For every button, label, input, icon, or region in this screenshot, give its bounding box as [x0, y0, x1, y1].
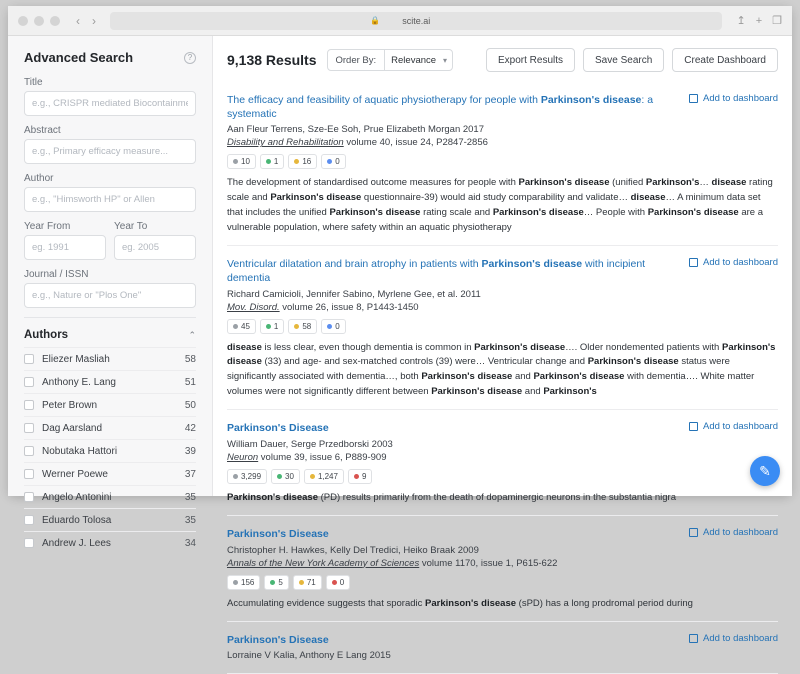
badge-count: 9	[361, 471, 367, 481]
badge-dot-icon	[332, 580, 337, 585]
result-journal-name[interactable]: Annals of the New York Academy of Sciences	[227, 557, 420, 569]
window-controls[interactable]	[18, 16, 60, 26]
citation-badge[interactable]	[321, 319, 345, 334]
add-to-dashboard-button[interactable]	[689, 421, 778, 432]
dashboard-icon	[689, 422, 698, 431]
badge-dot-icon	[233, 159, 238, 164]
order-by-control[interactable]	[327, 49, 454, 71]
journal-field-group	[24, 269, 196, 308]
author-count: 39	[184, 445, 196, 457]
author-facet-row[interactable]	[24, 531, 196, 554]
minimize-window-button[interactable]	[34, 16, 44, 26]
year-to-input[interactable]	[114, 235, 196, 260]
result-item	[227, 246, 778, 410]
author-name: Werner Poewe	[42, 468, 108, 480]
badge-count: 0	[335, 157, 340, 167]
citation-badge[interactable]	[304, 469, 344, 484]
results-toolbar	[213, 36, 792, 82]
page-content	[8, 36, 792, 662]
page-title: Advanced Search	[24, 50, 134, 65]
authors-facet-header[interactable]	[24, 317, 196, 347]
badge-count: 156	[241, 577, 255, 587]
add-to-dashboard-button[interactable]	[689, 633, 778, 644]
add-to-dashboard-button[interactable]	[689, 257, 778, 268]
badge-dot-icon	[327, 324, 332, 329]
tabs-icon[interactable]: ❐	[772, 15, 782, 27]
year-to-label: Year To	[114, 221, 148, 232]
save-search-button[interactable]: Save Search	[583, 48, 664, 72]
citation-badge[interactable]	[227, 575, 260, 590]
result-snippet: The development of standardised outcome measures for people with Parkinson's disease (unified Parkinson's… disease rating scale and Parkinson's disease questionnaire-39) would aid study comparability and validate… disease… A minimum data set that includes the unified Parkinson's disease rating scale and Parkinson's disease… People with Parkinson's disease are a vulnerable population, where safety within an aquatic physiotherapy	[227, 177, 773, 233]
author-facet-row[interactable]	[24, 370, 196, 393]
result-journal-name[interactable]: Mov. Disord.	[227, 301, 280, 313]
citation-badge[interactable]	[260, 154, 284, 169]
year-from-group	[24, 221, 106, 260]
badge-dot-icon	[294, 324, 299, 329]
help-icon[interactable]: ?	[184, 52, 196, 64]
title-field-group	[24, 77, 196, 116]
badge-dot-icon	[277, 474, 282, 479]
results-panel	[213, 36, 792, 662]
author-count: 34	[184, 537, 196, 549]
authors-facet-title: Authors	[24, 329, 69, 341]
author-facet-row[interactable]	[24, 508, 196, 531]
badge-count: 0	[339, 577, 345, 587]
citation-badges	[227, 469, 778, 484]
browser-chrome	[8, 6, 792, 36]
result-title-link[interactable]: Parkinson's Disease	[227, 634, 329, 647]
badge-dot-icon	[266, 324, 271, 329]
badge-dot-icon	[233, 324, 238, 329]
citation-badge[interactable]	[288, 154, 317, 169]
result-authors: Lorraine V Kalia, Anthony E Lang 2015	[227, 650, 391, 662]
dashboard-icon	[689, 634, 698, 643]
badge-count: 1,247	[317, 471, 338, 481]
address-bar[interactable]	[110, 12, 722, 30]
result-journal-volume: volume 26, issue 8, P1443-1450	[279, 301, 419, 313]
maximize-window-button[interactable]	[50, 16, 60, 26]
result-item	[227, 516, 778, 622]
author-count: 58	[184, 353, 196, 365]
result-journal-name[interactable]: Neuron	[227, 451, 259, 463]
result-title-link[interactable]: Parkinson's Disease	[227, 528, 329, 541]
result-journal[interactable]	[227, 558, 778, 569]
badge-count: 71	[306, 577, 316, 587]
citation-badge[interactable]	[264, 575, 288, 590]
title-field-label: Title	[24, 77, 43, 88]
badge-count: 10	[241, 157, 250, 167]
author-checkbox[interactable]	[24, 469, 34, 479]
abstract-field-group	[24, 125, 196, 164]
citation-badge[interactable]	[348, 469, 372, 484]
chrome-actions[interactable]	[736, 14, 782, 27]
share-icon[interactable]: ↥	[736, 15, 746, 27]
result-title-link[interactable]: Parkinson's Disease	[227, 422, 329, 435]
author-count: 35	[184, 491, 196, 503]
author-checkbox[interactable]	[24, 354, 34, 364]
badge-dot-icon	[266, 159, 271, 164]
author-facet-row[interactable]	[24, 416, 196, 439]
author-name: Andrew J. Lees	[42, 537, 111, 549]
chevron-up-icon[interactable]: ⌃	[188, 329, 196, 340]
author-facet-row[interactable]	[24, 462, 196, 485]
abstract-field-label: Abstract	[24, 125, 61, 136]
author-facet-row[interactable]	[24, 439, 196, 462]
result-journal[interactable]	[227, 137, 778, 148]
author-count: 42	[184, 422, 196, 434]
add-to-dashboard-label: Add to dashboard	[702, 93, 778, 104]
abstract-input[interactable]	[24, 139, 196, 164]
results-list	[213, 82, 792, 674]
year-to-group	[114, 221, 196, 260]
result-item	[227, 622, 778, 674]
author-checkbox[interactable]	[24, 423, 34, 433]
badge-count: 45	[241, 321, 250, 331]
author-input[interactable]	[24, 187, 196, 212]
citation-badges	[227, 154, 778, 169]
author-facet-row[interactable]	[24, 485, 196, 508]
journal-input[interactable]	[24, 283, 196, 308]
badge-dot-icon	[233, 580, 238, 585]
dashboard-icon	[689, 528, 698, 537]
author-name: Anthony E. Lang	[42, 376, 116, 388]
result-title-link[interactable]: The efficacy and feasibility of aquatic physiotherapy for people with Parkinson's disease: a systematic	[227, 94, 654, 121]
result-item	[227, 82, 778, 246]
author-facet-row[interactable]	[24, 393, 196, 416]
order-by-select[interactable]: Relevance ▾	[384, 50, 452, 70]
authors-facet-list	[24, 347, 196, 554]
add-to-dashboard-button[interactable]	[689, 527, 778, 538]
badge-count: 1	[273, 321, 279, 331]
author-name: Dag Aarsland	[42, 422, 103, 434]
author-facet-row[interactable]	[24, 347, 196, 370]
result-authors: William Dauer, Serge Przedborski 2003	[227, 438, 393, 450]
author-field-group	[24, 173, 196, 212]
navigation-buttons[interactable]	[76, 15, 96, 27]
result-journal-volume: volume 39, issue 6, P889-909	[258, 451, 387, 463]
result-snippet: Parkinson's disease (PD) results primarily from the death of dopaminergic neurons in the substantia nigra	[227, 491, 676, 503]
result-snippet: Accumulating evidence suggests that sporadic Parkinson's disease (sPD) has a long prodromal period during	[227, 597, 693, 609]
browser-window	[8, 6, 792, 662]
badge-dot-icon	[310, 474, 315, 479]
results-count: 9,138 Results	[227, 52, 317, 68]
year-range-group	[24, 221, 196, 269]
result-title-link[interactable]: Ventricular dilatation and brain atrophy in patients with Parkinson's disease with incipient dementia	[227, 258, 646, 285]
author-count: 50	[184, 399, 196, 411]
citation-badge[interactable]	[326, 575, 350, 590]
author-name: Eduardo Tolosa	[42, 514, 112, 526]
author-name: Peter Brown	[42, 399, 98, 411]
result-authors: Aan Fleur Terrens, Sze-Ee Soh, Prue Elizabeth Morgan 2017	[227, 124, 484, 136]
author-name: Angelo Antonini	[42, 491, 112, 503]
author-checkbox[interactable]	[24, 492, 34, 502]
citation-badges	[227, 319, 778, 334]
badge-count: 58	[302, 321, 312, 331]
citation-badge[interactable]	[227, 469, 267, 484]
author-checkbox[interactable]	[24, 377, 34, 387]
citation-badge[interactable]	[293, 575, 322, 590]
order-by-label: Order By:	[335, 54, 377, 66]
result-item	[227, 410, 778, 516]
author-name: Nobutaka Hattori	[42, 445, 118, 457]
author-checkbox[interactable]	[24, 538, 34, 548]
badge-dot-icon	[294, 159, 299, 164]
export-results-button[interactable]: Export Results	[486, 48, 575, 72]
badge-dot-icon	[299, 580, 304, 585]
forward-icon[interactable]: ›	[92, 13, 96, 28]
result-journal-volume: volume 40, issue 24, P2847-2856	[343, 137, 488, 149]
badge-count: 1	[273, 157, 279, 167]
add-to-dashboard-label: Add to dashboard	[702, 633, 778, 645]
citation-badge[interactable]	[227, 319, 256, 334]
dashboard-icon	[689, 94, 698, 103]
citation-badges	[227, 575, 778, 590]
author-field-label: Author	[24, 173, 54, 184]
result-authors: Christopher H. Hawkes, Kelly Del Tredici, Heiko Braak 2009	[227, 544, 479, 556]
back-icon[interactable]: ‹	[76, 13, 80, 28]
citation-badge[interactable]	[271, 469, 300, 484]
result-journal-name[interactable]: Disability and Rehabilitation	[227, 137, 344, 149]
badge-dot-icon	[327, 159, 332, 164]
address-bar-url: scite.ai	[402, 15, 431, 26]
author-checkbox[interactable]	[24, 446, 34, 456]
citation-badge[interactable]	[227, 154, 256, 169]
advanced-search-sidebar	[8, 36, 213, 549]
result-snippet: disease is less clear, even though dementia is common in Parkinson's disease…. Older nondemented patients with Parkinson's disease (33) and age- and sex-matched controls (39) were… Ventricular change and Parkinson's disease status were significantly associated with dementia…, both Parkinson's disease and Parkinson's disease with dementia…. White matter volumes were not significantly different between Parkinson's disease and Parkinson's	[227, 341, 776, 397]
badge-dot-icon	[270, 580, 275, 585]
result-journal[interactable]	[227, 452, 778, 463]
year-from-input[interactable]	[24, 235, 106, 260]
badge-count: 30	[285, 471, 294, 481]
badge-dot-icon	[233, 474, 238, 479]
year-from-label: Year From	[24, 221, 71, 232]
chat-icon[interactable]	[750, 456, 780, 486]
author-count: 35	[184, 514, 196, 526]
badge-count: 16	[302, 157, 312, 167]
close-window-button[interactable]	[18, 16, 28, 26]
citation-badge[interactable]	[321, 154, 345, 169]
badge-count: 5	[278, 577, 283, 587]
lock-icon: 🔒	[369, 16, 380, 25]
add-to-dashboard-label: Add to dashboard	[702, 527, 778, 539]
result-journal-volume: volume 1170, issue 1, P615-622	[419, 557, 558, 569]
author-count: 51	[184, 376, 196, 388]
dashboard-icon	[689, 258, 698, 267]
title-input[interactable]	[24, 91, 196, 116]
create-dashboard-button[interactable]: Create Dashboard	[672, 48, 778, 72]
citation-badge[interactable]	[260, 319, 284, 334]
result-journal[interactable]	[227, 302, 778, 313]
author-checkbox[interactable]	[24, 515, 34, 525]
advanced-search-header	[24, 50, 196, 65]
author-name: Eliezer Masliah	[42, 353, 110, 365]
badge-dot-icon	[354, 474, 359, 479]
toolbar-actions	[486, 48, 778, 72]
citation-badge[interactable]	[288, 319, 317, 334]
author-checkbox[interactable]	[24, 400, 34, 410]
add-to-dashboard-label: Add to dashboard	[702, 421, 778, 433]
chat-glyph: ✎	[759, 463, 771, 479]
new-tab-icon[interactable]: +	[755, 14, 763, 27]
author-count: 37	[184, 468, 196, 480]
add-to-dashboard-label: Add to dashboard	[702, 257, 778, 269]
journal-field-label: Journal / ISSN	[24, 269, 89, 280]
result-authors: Richard Camicioli, Jennifer Sabino, Myrlene Gee, et al. 2011	[227, 288, 481, 300]
badge-count: 0	[335, 321, 340, 331]
add-to-dashboard-button[interactable]	[689, 93, 778, 104]
badge-count: 3,299	[241, 471, 262, 481]
